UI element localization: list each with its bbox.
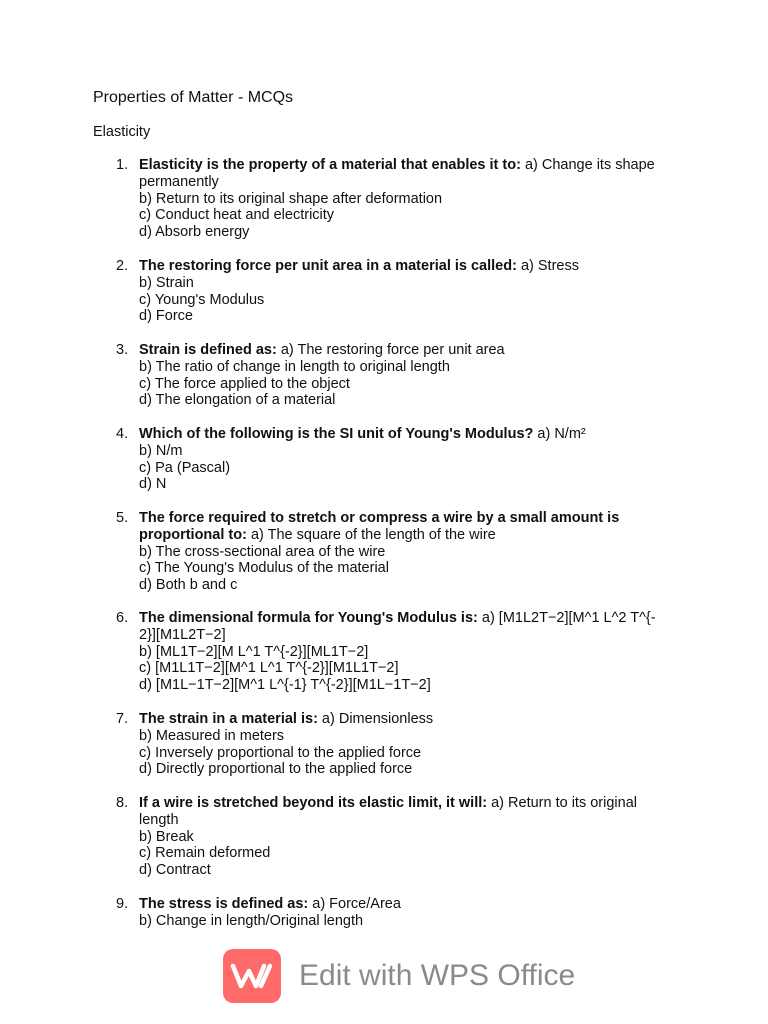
question-number: 9. [116,896,129,912]
wps-office-logo-icon [223,949,281,1003]
question-text: The force required to stretch or compress a wire by a small amount is [139,510,620,526]
question-number: 2. [116,258,129,274]
question-number: 5. [116,510,129,526]
option-a: a) [M1L2T−2][M^1 L^2 T^{- [477,610,656,626]
option-a: a) Force/Area [308,896,401,912]
wps-edit-banner[interactable] [223,949,583,1003]
option: b) The cross-sectional area of the wire [139,543,386,560]
option: b) Change in length/Original length [139,912,364,929]
question-number: 1. [116,157,129,173]
option: b) Break [139,828,194,845]
option: d) N [139,476,167,493]
option: c) The force applied to the object [139,375,350,392]
question-text: The dimensional formula for Young's Modulus is: [139,610,478,626]
option: d) Absorb energy [139,224,250,241]
question-text: The strain in a material is: [139,711,318,727]
edit-with-wps-label: Edit with WPS Office [299,959,576,992]
question-number: 3. [116,342,129,358]
option: c) Pa (Pascal) [139,459,231,476]
option: b) Return to its original shape after deformation [139,190,443,207]
section-heading: Elasticity [93,124,151,140]
option-a-wrap: 2}][M1L2T−2] [139,626,226,643]
option-a: a) Change its shape [520,157,655,173]
option-a: a) N/m² [533,426,586,442]
document-title: Properties of Matter - MCQs [93,89,294,106]
option: d) Both b and c [139,577,238,594]
question-text-wrap: proportional to: [139,526,247,543]
option-a: a) The restoring force per unit area [276,342,505,358]
question-text: If a wire is stretched beyond its elastic limit, it will: [139,795,488,811]
option: d) Contract [139,862,211,879]
question-text: Strain is defined as: [139,342,277,358]
option: d) Directly proportional to the applied force [139,761,413,778]
question-number: 7. [116,711,129,727]
question-text: The stress is defined as: [139,896,309,912]
option: d) The elongation of a material [139,392,336,409]
question-text: The restoring force per unit area in a material is called: [139,258,517,274]
option-a: a) Return to its original [487,795,637,811]
question-number: 6. [116,610,129,626]
option-a-wrap: length [139,811,179,828]
option-a: a) Dimensionless [317,711,434,727]
option-a: a) Stress [516,258,579,274]
option: b) Measured in meters [139,727,285,744]
option: b) N/m [139,442,183,459]
option: c) [M1L1T−2][M^1 L^1 T^{-2}][M1L1T−2] [139,660,399,677]
option: d) [M1L−1T−2][M^1 L^{-1} T^{-2}][M1L−1T−2] [139,677,431,694]
option: c) Remain deformed [139,845,271,862]
option: b) Strain [139,274,194,291]
option: c) Inversely proportional to the applied force [139,744,422,761]
option: d) Force [139,308,193,325]
option-a: a) The square of the length of the wire [246,526,496,543]
question-text: Elasticity is the property of a material that enables it to: [139,157,521,173]
option: b) [ML1T−2][M L^1 T^{-2}][ML1T−2] [139,643,369,660]
option: c) Conduct heat and electricity [139,207,335,224]
question-number: 4. [116,426,129,442]
option: b) The ratio of change in length to original length [139,358,450,375]
option-a-wrap: permanently [139,173,219,190]
question-text: Which of the following is the SI unit of Young's Modulus? [139,426,534,442]
option: c) Young's Modulus [139,291,265,308]
option: c) The Young's Modulus of the material [139,560,389,577]
question-number: 8. [116,795,129,811]
